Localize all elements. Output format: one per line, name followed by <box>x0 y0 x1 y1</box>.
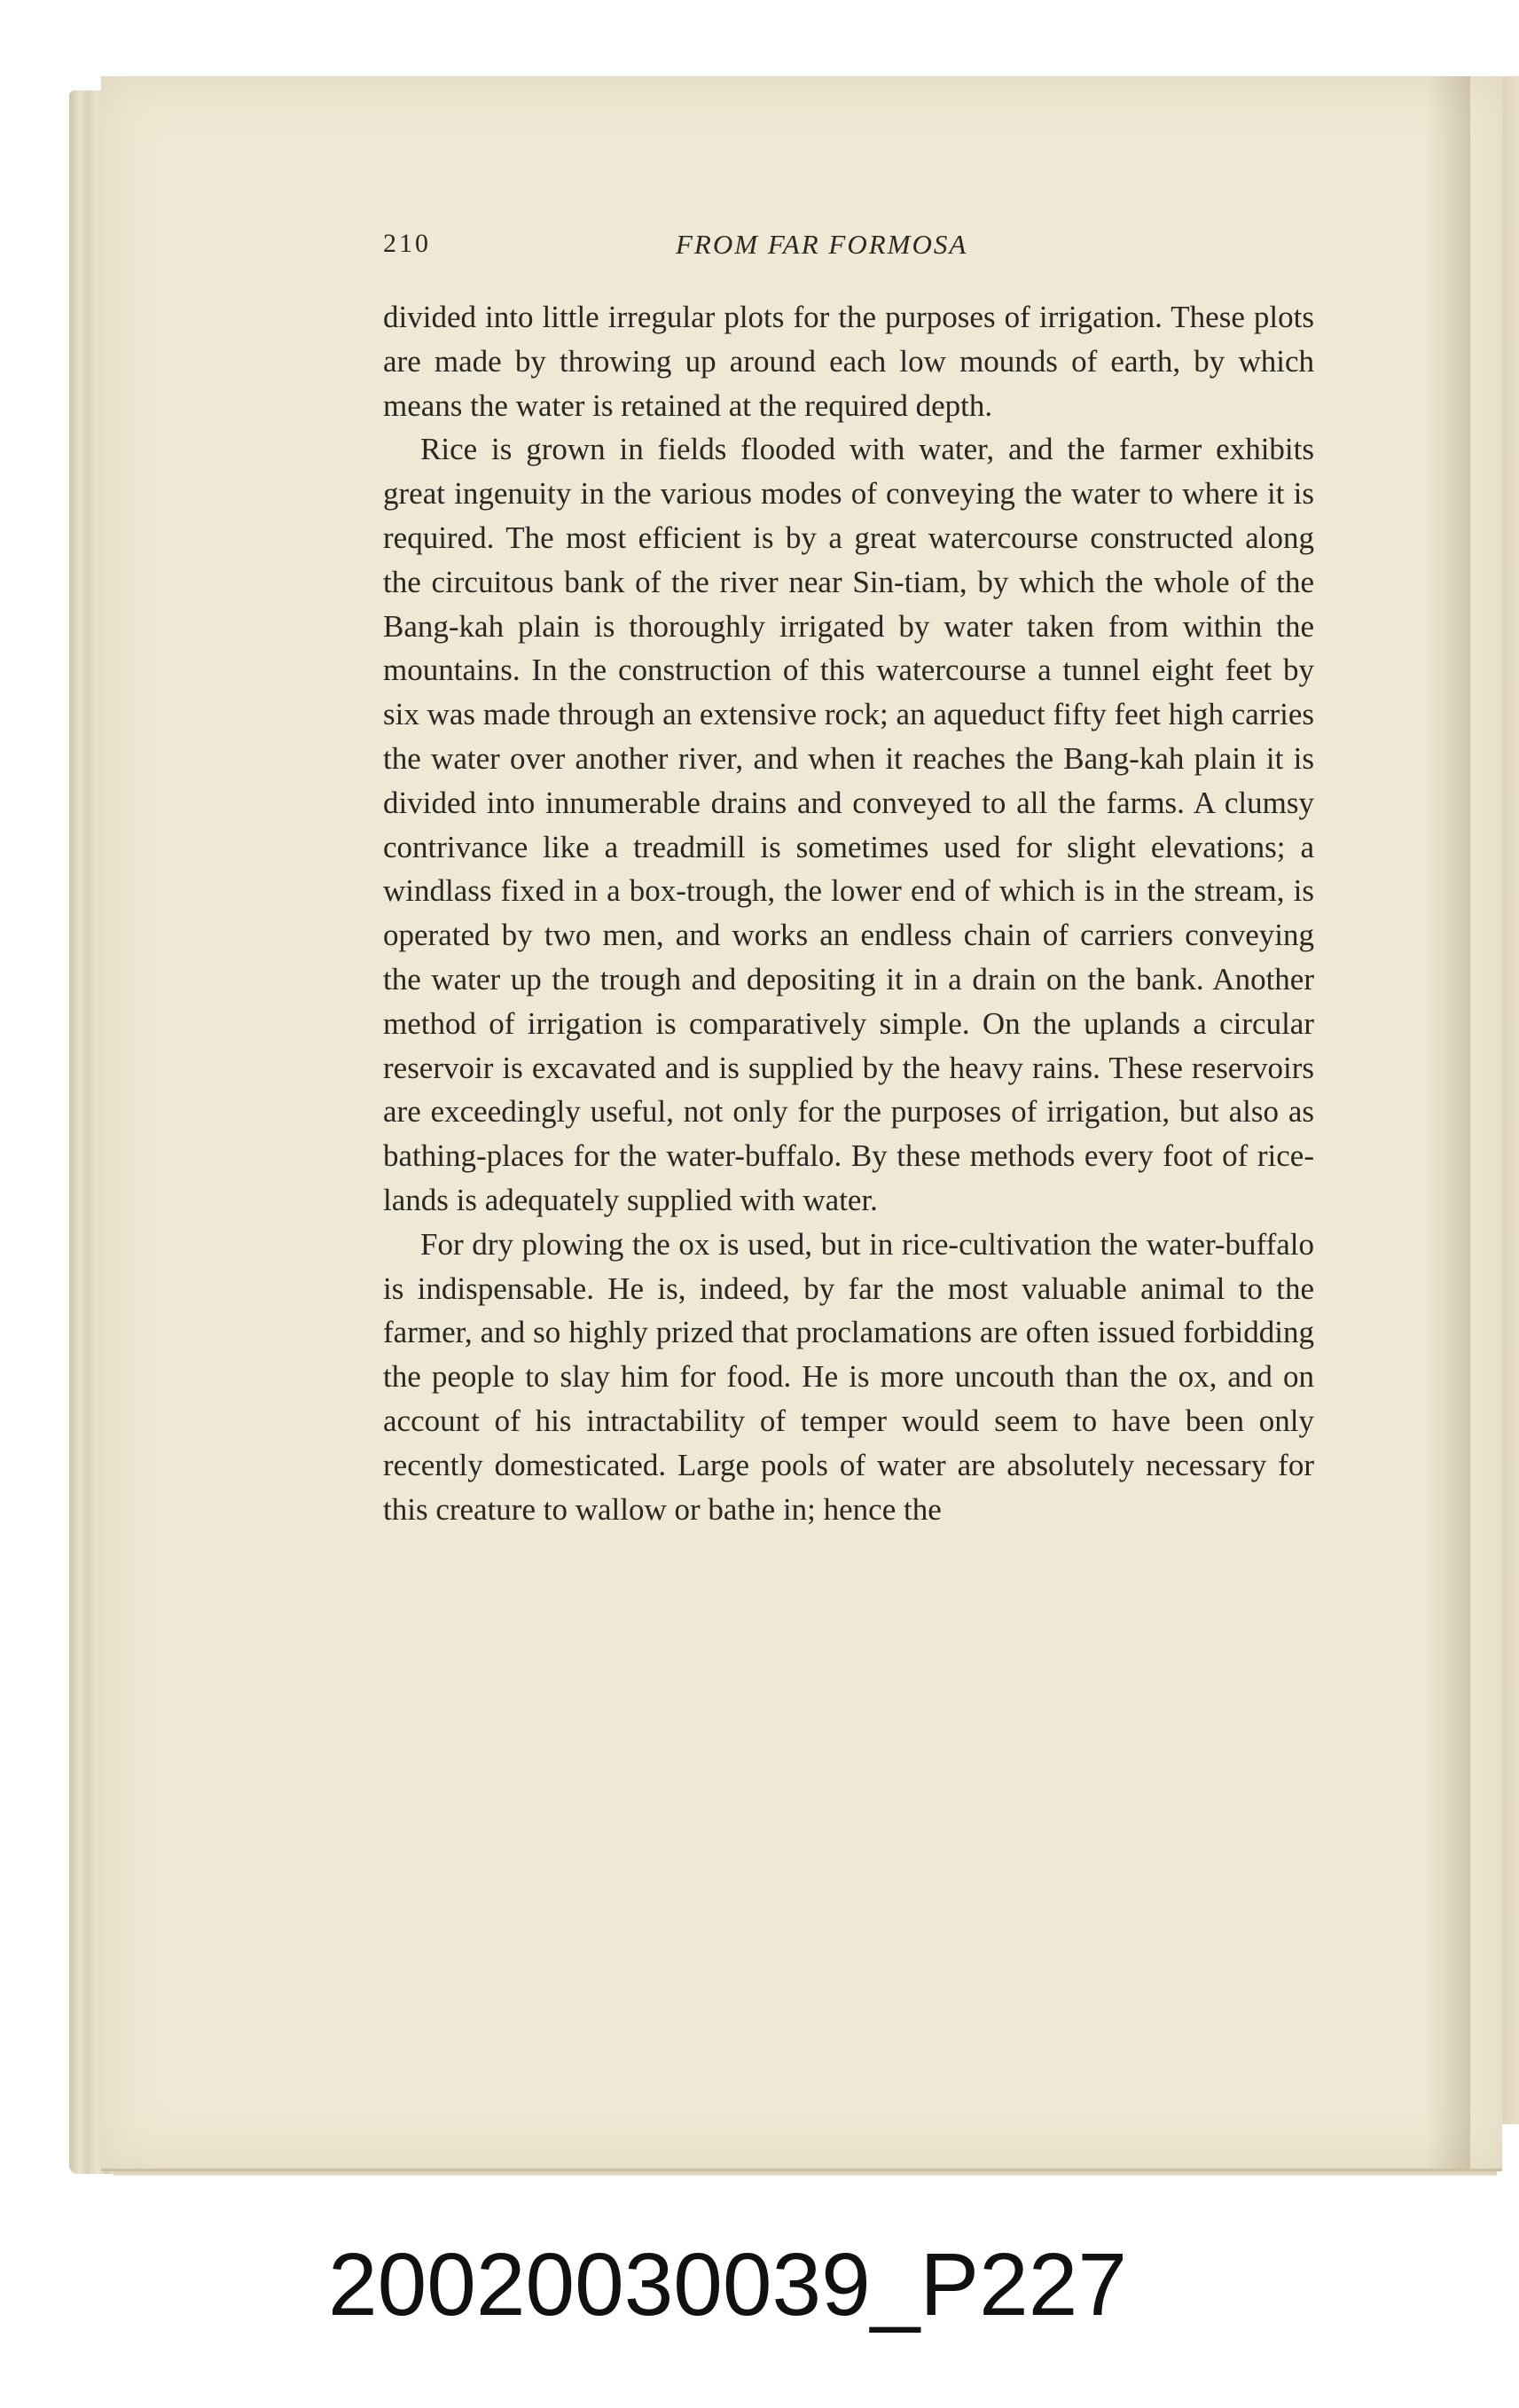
running-head: FROM FAR FORMOSA <box>676 229 968 260</box>
page-number: 210 <box>383 229 431 258</box>
page-header <box>383 229 1314 264</box>
paragraph: For dry plowing the ox is used, but in rice-cultivation the water-buffalo is indispensable. He is, indeed, by far the most valuable animal to the farmer, and so highly prized that proclamations are often issued forbidding the people to slay him for food. He is more uncouth than the ox, and on account of his intractability of temper would seem to have been only recently domesticated. Large pools of water are absolutely necessary for this creature to wallow or bathe in; hence the <box>383 1226 1314 1527</box>
paragraph: Rice is grown in fields flooded with water, and the farmer exhibits great ingenuity in the various modes of conveying the water to where it is required. The most efficient is by a great watercourse constructed along the circuitous bank of the river near Sin-tiam, by which the whole of the Bang-kah plain is thoroughly irrigated by water taken from within the mountains. In the construction of this watercourse a tunnel eight feet by six was made through an extensive rock; an aqueduct fifty feet high carries the water over another river, and when it reaches the Bang-kah plain it is divided into innumerable drains and conveyed to all the farms. A clumsy contrivance like a treadmill is sometimes used for slight elevations; a windlass fixed in a box-trough, the lower end of which is in the stream, is operated by two men, and works an endless chain of carriers conveying the water up the trough and depositing it in a drain on the bank. Another method of irrigation is comparatively simple. On the uplands a circular reservoir is excavated and is supplied by the heavy rains. These reservoirs are exceedingly useful, not only for the purposes of irrigation, but also as bathing-places for the water-buffalo. By these methods every foot of rice-lands is adequately supplied with water. <box>383 432 1314 1217</box>
gutter-shadow <box>1426 76 1470 2169</box>
body-text <box>383 295 1314 1531</box>
catalog-id: 20020030039_P227 <box>328 2235 1127 2334</box>
paragraph: divided into little irregular plots for the purposes of irrigation. These plots are made by throwing up around each low mounds of earth, by which means the water is retained at the required depth. <box>383 300 1314 423</box>
